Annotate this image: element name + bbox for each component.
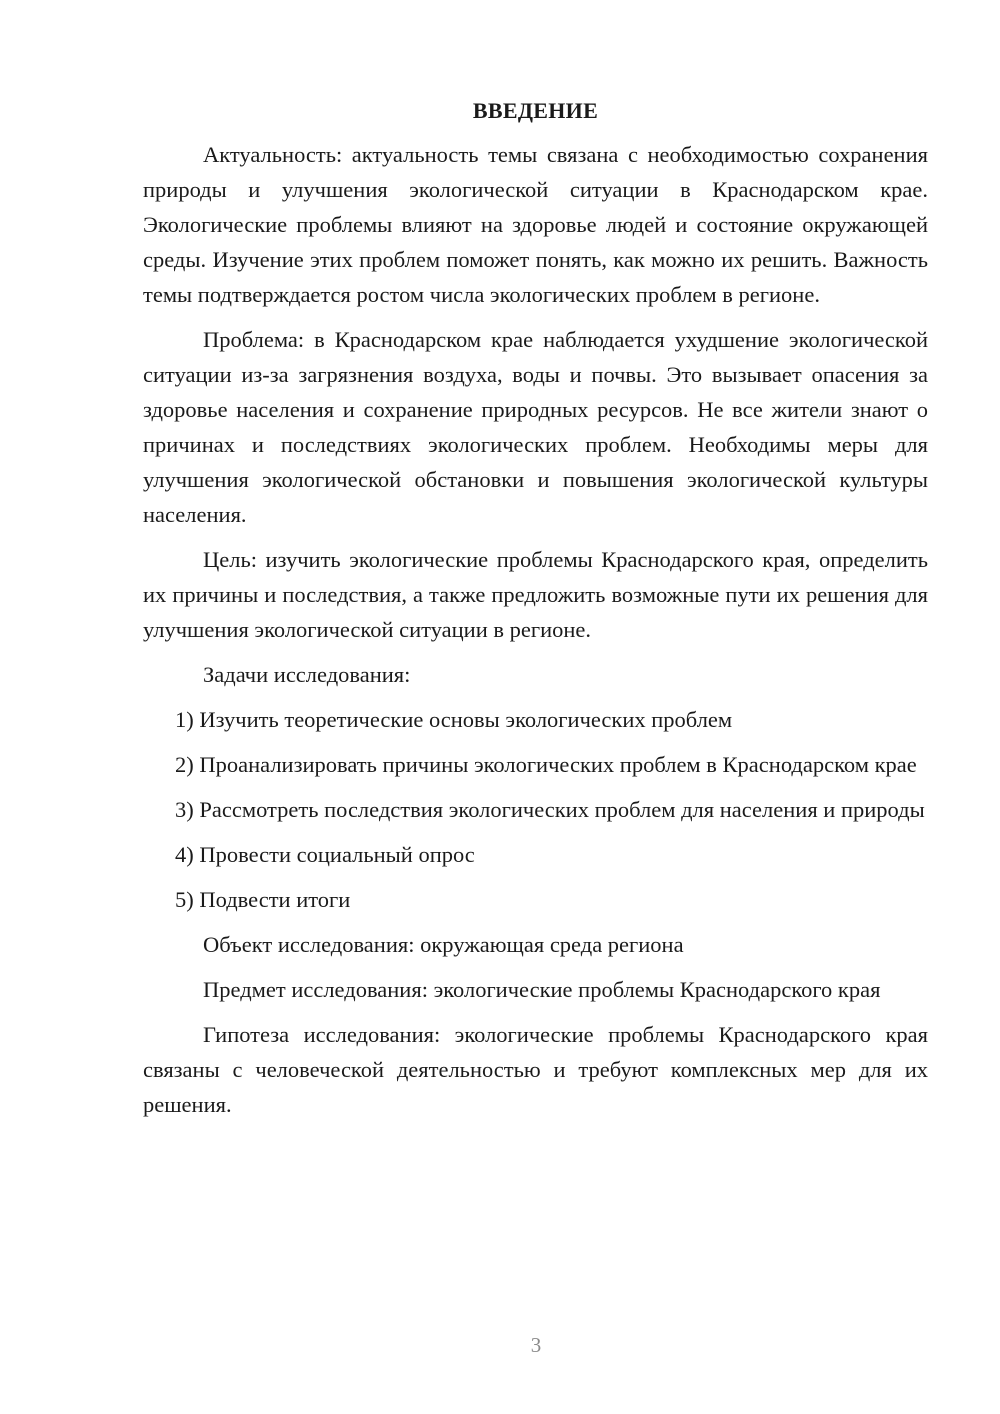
task-item-1: 1) Изучить теоретические основы экологических проблем bbox=[175, 707, 733, 732]
task-item-3: 3) Рассмотреть последствия экологических проблем для населения и природы bbox=[175, 797, 925, 822]
problem-paragraph: Проблема: в Краснодарском крае наблюдается ухудшение экологической ситуации из-за загрязнения воздуха, воды и почвы. Это вызывает опасения за здоровье населения и сохранение природных ресурсов. Не все жители знают о причинах и последствиях экологических проблем. Необходимы меры для улучшения экологической обстановки и повышения экологической культуры населения. bbox=[143, 327, 928, 527]
task-item-2: 2) Проанализировать причины экологических проблем в Краснодарском крае bbox=[175, 752, 917, 777]
document-page bbox=[143, 96, 928, 1132]
document-heading: ВВЕДЕНИЕ bbox=[472, 98, 599, 123]
page-number: 3 bbox=[530, 1333, 542, 1357]
research-hypothesis: Гипотеза исследования: экологические проблемы Краснодарского края связаны с человеческой деятельностью и требуют комплексных мер для их решения. bbox=[143, 1022, 928, 1117]
research-subject: Предмет исследования: экологические проблемы Краснодарского края bbox=[203, 977, 881, 1002]
task-item-5: 5) Подвести итоги bbox=[175, 887, 351, 912]
goal-paragraph: Цель: изучить экологические проблемы Краснодарского края, определить их причины и последствия, а также предложить возможные пути их решения для улучшения экологической ситуации в регионе. bbox=[143, 547, 928, 642]
research-object: Объект исследования: окружающая среда региона bbox=[203, 932, 684, 957]
tasks-title: Задачи исследования: bbox=[203, 662, 411, 687]
relevance-paragraph: Актуальность: актуальность темы связана с необходимостью сохранения природы и улучшения экологической ситуации в Краснодарском крае. Экологические проблемы влияют на здоровье людей и состояние окружающей среды. Изучение этих проблем поможет понять, как можно их решить. Важность темы подтверждается ростом числа экологических проблем в регионе. bbox=[143, 142, 928, 307]
task-item-4: 4) Провести социальный опрос bbox=[175, 842, 475, 867]
